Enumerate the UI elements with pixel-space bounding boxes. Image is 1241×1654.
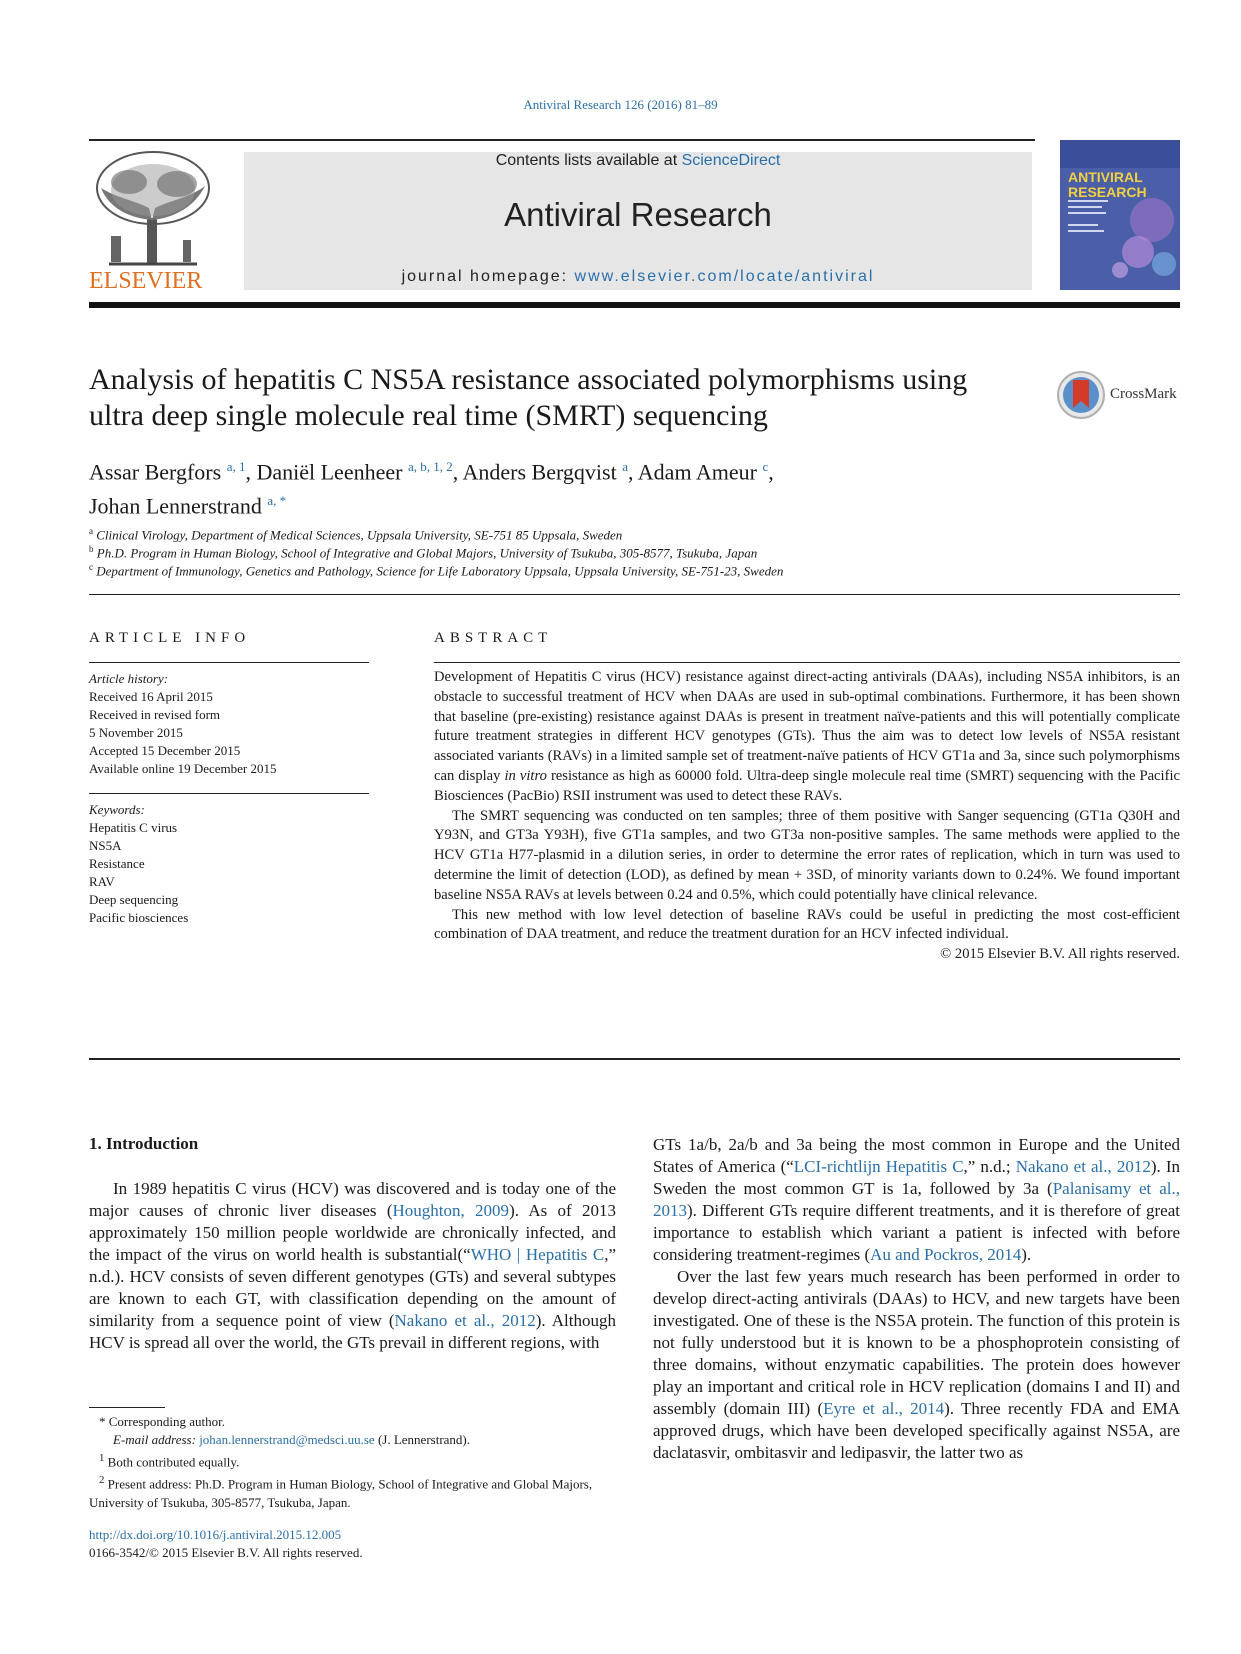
- journal-banner: [244, 152, 1032, 290]
- reference-link[interactable]: Nakano et al., 2012: [394, 1311, 536, 1330]
- homepage-prefix: journal homepage:: [401, 268, 575, 285]
- section-divider: [89, 594, 1180, 595]
- history-item: Received in revised form: [89, 707, 221, 722]
- top-rule: [89, 139, 1035, 141]
- history-item: 5 November 2015: [89, 725, 183, 740]
- author-name: Daniël Leenheer: [256, 459, 403, 485]
- journal-cover[interactable]: [1060, 140, 1180, 290]
- right-column: [653, 1134, 1180, 1464]
- author-affiliation-marks[interactable]: c: [762, 459, 769, 474]
- affiliation: $^a$ Clinical Virology, Department of Medical Sciences, Uppsala University, SE-751 85 Uppsala, Sweden: [89, 526, 623, 543]
- crossmark-label: CrossMark: [1110, 386, 1177, 402]
- footnote-1: $^1$ Both contributed equally.: [99, 1452, 240, 1470]
- crossmark-icon: [1056, 370, 1106, 420]
- body-paragraph: GTs 1a/b, 2a/b and 3a being the most common in Europe and the United States of America (“LCI-richtlijn Hepatitis C,” n.d.; Nakano et al., 2012). In Sweden the most common GT is 1a, followed by 3a (Palanisamy et al., 2013). Different GTs require different treatments, and it is therefore of great importance to establish which variant a patient is infected with before considering treatment-regimes (Au and Pockros, 2014).: [653, 1135, 1180, 1264]
- keyword: Resistance: [89, 856, 145, 871]
- author-name: Anders Bergqvist: [462, 459, 617, 485]
- email-link[interactable]: johan.lennerstrand@medsci.uu.se: [199, 1432, 375, 1447]
- keyword: RAV: [89, 874, 115, 889]
- affiliation: $^b$ Ph.D. Program in Human Biology, School of Integrative and Global Majors, University of Tsukuba, 305-8577, Tsukuba, Japan: [89, 544, 758, 561]
- abstract-paragraph: Development of Hepatitis C virus (HCV) resistance against direct-acting antivirals (DAAs), including NS5A inhibitors, is an obstacle to successful treatment of HCV when DAAs are used in sub-optimal combinations. Furthermore, it has been shown that baseline (pre-existing) resistance against DAAs is present in treatment naïve-patients and this will potentially complicate future treatment strategies in different HCV genotypes (GTs). Thus the aim was to detect low levels of NS5A resistant associated variants (RAVs) in a limited sample set of treatment-naïve patients of HCV GT1a and 3a, since such polymorphisms can display in vitro resistance as high as 60000 fold. Ultra-deep single molecule real time (SMRT) sequencing with the Pacific Biosciences (PacBio) RSII instrument was used to detect these RAVs.: [434, 669, 1180, 804]
- homepage-line: [244, 268, 1032, 286]
- keyword: Deep sequencing: [89, 892, 179, 907]
- reference-link[interactable]: WHO | Hepatitis C: [470, 1245, 605, 1264]
- keyword: Pacific biosciences: [89, 910, 189, 925]
- author-affiliation-marks[interactable]: a, *: [267, 493, 287, 509]
- reference-link[interactable]: Houghton, 2009: [392, 1201, 510, 1220]
- elsevier-logo[interactable]: [89, 148, 217, 296]
- history-item: Received 16 April 2015: [89, 689, 213, 704]
- cover-image-icon: [1060, 140, 1180, 290]
- abstract-paragraph: The SMRT sequencing was conducted on ten samples; three of them positive with Sanger sequencing (GT1a Q30H and Y93N, and GT3a Y93H), five GT1a samples, and two GT3a non-positive samples. The same methods were applied to the HCV GT1a H77-plasmid in a dilution series, in order to determine the error rates of replication, which in turn was used to determine the limit of detection (LOD), as defined by mean + 3SD, of minority variants down to 0.24%. We found important baseline NS5A RAVs at levels between 0.24 and 0.5%, which could potentially have clinical relevance.: [434, 807, 1180, 903]
- abstract-body: [434, 668, 1180, 965]
- article-history: [89, 670, 369, 778]
- reference-link[interactable]: Palanisamy et al., 2013: [653, 1179, 1180, 1220]
- body-paragraph: Over the last few years much research has been performed in order to develop direct-acting antivirals (DAAs) to HCV, and new targets have been investigated. One of these is the NS5A protein. The function of this protein is not fully understood but it is known to be a phosphoprotein consisting of three domains, without enzymatic capabilities. The protein does however play an important and critical role in HCV replication (domains I and II) and assembly (domain III) (Eyre et al., 2014). Three recently FDA and EMA approved drugs, which have been developed specifically against NS5A, are daclatasvir, ombitasvir and ledipasvir, the latter two as: [653, 1267, 1180, 1462]
- author-name: Adam Ameur: [637, 459, 757, 485]
- reference-link[interactable]: LCI-richtlijn Hepatitis C: [793, 1157, 964, 1176]
- author-affiliation-marks[interactable]: a: [622, 459, 628, 474]
- author-affiliation-marks[interactable]: a, b, 1, 2: [407, 459, 453, 474]
- sciencedirect-link[interactable]: ScienceDirect: [681, 152, 781, 169]
- affiliation: $^c$ Department of Immunology, Genetics and Pathology, Science for Life Laboratory Uppsala, Uppsala University, SE-751-23, Sweden: [89, 562, 784, 579]
- keywords-rule: [89, 793, 369, 794]
- corresponding-author-note: * Corresponding author.: [99, 1414, 226, 1429]
- left-column: [89, 1178, 616, 1354]
- section-heading: 1. Introduction: [89, 1134, 199, 1153]
- header-thick-rule: [89, 302, 1180, 308]
- footnote-rule: [89, 1407, 165, 1408]
- history-label: Article history:: [89, 671, 169, 686]
- contents-prefix: Contents lists available at: [495, 152, 682, 169]
- author-name: Johan Lennerstrand: [89, 493, 262, 519]
- issn-copyright: 0166-3542/© 2015 Elsevier B.V. All rights reserved.: [89, 1545, 363, 1560]
- contents-line: [244, 152, 1032, 170]
- publisher-wordmark: ELSEVIER: [89, 268, 203, 294]
- history-item: Accepted 15 December 2015: [89, 743, 241, 758]
- abstract-heading: ABSTRACT: [434, 630, 553, 646]
- article-title: Analysis of hepatitis C NS5A resistance associated polymorphisms using ultra deep single molecule real time (SMRT) sequencing: [89, 363, 968, 432]
- doi-block: [89, 1526, 616, 1562]
- keywords: [89, 801, 369, 927]
- homepage-link[interactable]: www.elsevier.com/locate/antiviral: [574, 268, 875, 285]
- keyword: Hepatitis C virus: [89, 820, 178, 835]
- history-item: Available online 19 December 2015: [89, 761, 277, 776]
- keyword: NS5A: [89, 838, 122, 853]
- abstract-rule: [434, 662, 1180, 663]
- author-affiliation-marks[interactable]: a, 1: [226, 459, 246, 474]
- abstract-copyright: © 2015 Elsevier B.V. All rights reserved.: [940, 946, 1180, 963]
- footnotes: [89, 1413, 616, 1512]
- article-info-rule: [89, 662, 369, 663]
- author-name: Assar Bergfors: [89, 459, 222, 485]
- keywords-label: Keywords:: [89, 802, 145, 817]
- journal-name: Antiviral Research: [504, 196, 772, 233]
- author-list: Assar Bergfors $^{a, 1}$, Daniël Leenheer $^{a, b, 1, 2}$, Anders Bergqvist $^a$, Adam Ameur $^c$, Johan Lennerstrand $^{a, *}$: [89, 459, 774, 519]
- reference-link[interactable]: Eyre et al., 2014: [823, 1399, 945, 1418]
- cover-title-line1: ANTIVIRAL: [1068, 169, 1143, 185]
- body-paragraph: In 1989 hepatitis C virus (HCV) was discovered and is today one of the major causes of chronic liver diseases (Houghton, 2009). As of 2013 approximately 150 million people worldwide are chronically infected, and the impact of the virus on world health is substantial(“WHO | Hepatitis C,” n.d.). HCV consists of seven different genotypes (GTs) and several subtypes are known to each GT, with classification depending on the amount of similarity from a sequence point of view (Nakano et al., 2012). Although HCV is spread all over the world, the GTs prevail in different regions, with: [89, 1179, 616, 1352]
- abstract-end-rule: [89, 1058, 1180, 1060]
- reference-link[interactable]: Nakano et al., 2012: [1015, 1157, 1151, 1176]
- email-note: E-mail address: johan.lennerstrand@medsci.uu.se (J. Lennerstrand).: [113, 1432, 471, 1447]
- crossmark-badge[interactable]: [1056, 370, 1186, 420]
- abstract-paragraph: This new method with low level detection of baseline RAVs could be useful in predicting the most cost-efficient combination of DAA treatment, and reduce the treatment duration for an HCV infected individual.: [434, 906, 1180, 943]
- article-info-heading: ARTICLE INFO: [89, 630, 251, 646]
- reference-link[interactable]: Au and Pockros, 2014: [870, 1245, 1022, 1264]
- doi-link[interactable]: http://dx.doi.org/10.1016/j.antiviral.2015.12.005: [89, 1527, 342, 1542]
- footnote-2: $^2$ Present address: Ph.D. Program in Human Biology, School of Integrative and Global Majors, University of Tsukuba, 305-8577, Tsukuba, Japan.: [89, 1474, 593, 1510]
- journal-citation[interactable]: Antiviral Research 126 (2016) 81–89: [523, 97, 718, 112]
- cover-title-line2: RESEARCH: [1068, 184, 1147, 200]
